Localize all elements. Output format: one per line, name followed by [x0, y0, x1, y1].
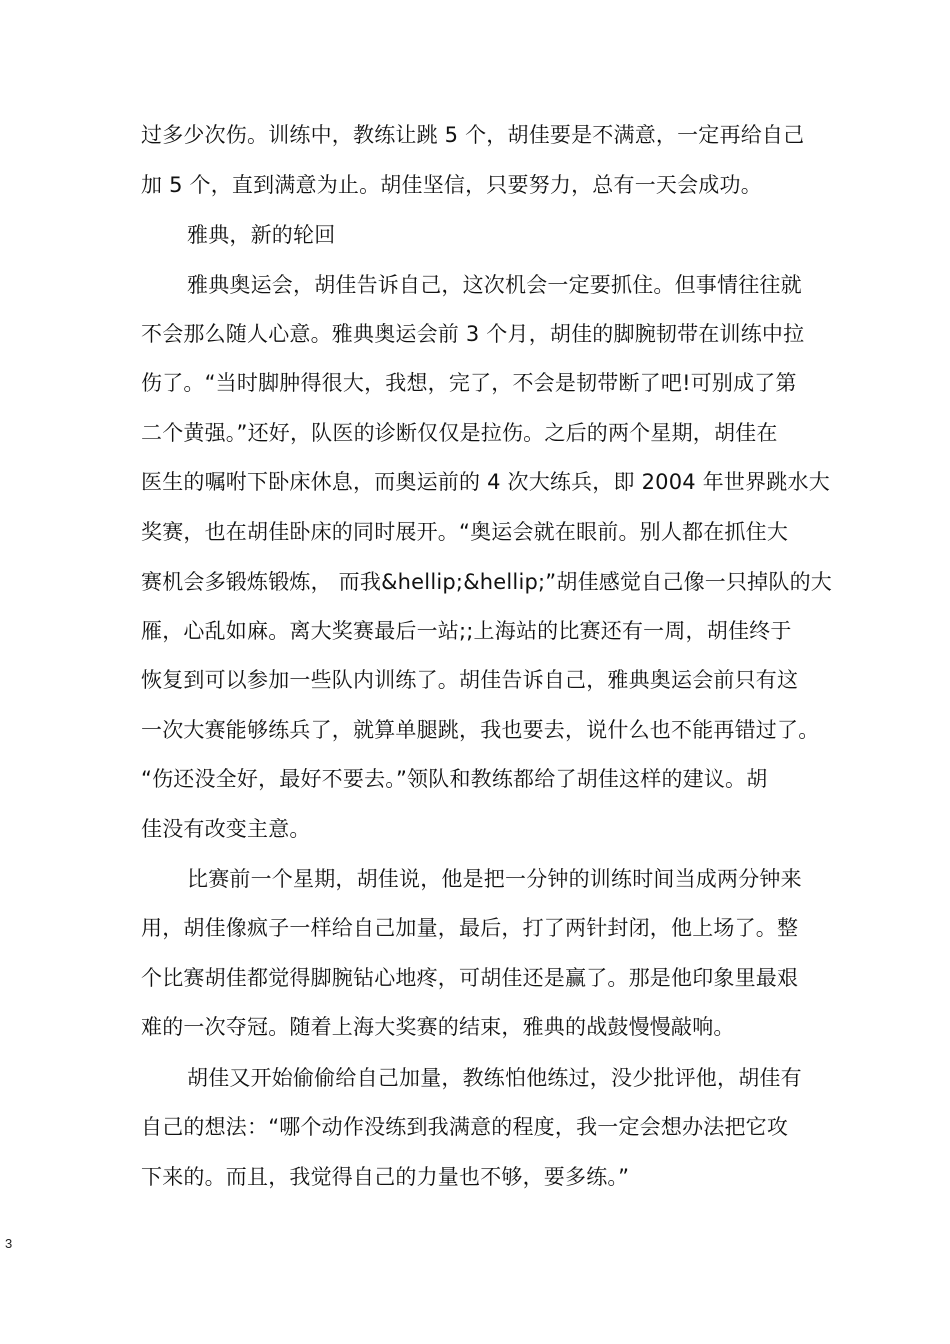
text-line: 奖赛，也在胡佳卧床的同时展开。“奥运会就在眼前。别人都在抓住大: [141, 520, 789, 544]
text-line: 比赛前一个星期，胡佳说，他是把一分钟的训练时间当成两分钟来: [187, 867, 802, 891]
text-line: 过多少次伤。训练中，教练让跳 5 个，胡佳要是不满意，一定再给自己: [141, 123, 805, 147]
text-line: 赛机会多锻炼锻炼， 而我&hellip;&hellip;”胡佳感觉自己像一只掉队的大: [141, 570, 832, 594]
text-line: 雁，心乱如麻。离大奖赛最后一站;;上海站的比赛还有一周，胡佳终于: [141, 619, 792, 643]
text-line: “伤还没全好，最好不要去。”领队和教练都给了胡佳这样的建议。胡: [141, 767, 768, 791]
text-line: 胡佳又开始偷偷给自己加量，教练怕他练过，没少批评他，胡佳有: [187, 1066, 802, 1090]
text-line: 个比赛胡佳都觉得脚腕钻心地疼，可胡佳还是赢了。那是他印象里最艰: [141, 966, 799, 990]
text-line: 下来的。而且，我觉得自己的力量也不够，要多练。”: [141, 1165, 630, 1189]
text-line: 难的一次夺冠。随着上海大奖赛的结束，雅典的战鼓慢慢敲响。: [141, 1015, 735, 1039]
text-line: 用，胡佳像疯子一样给自己加量，最后，打了两针封闭，他上场了。整: [141, 916, 799, 940]
section-heading: 雅典，新的轮回: [187, 223, 336, 247]
page-number: 3: [5, 1236, 13, 1251]
text-line: 加 5 个，直到满意为止。胡佳坚信，只要努力，总有一天会成功。: [141, 173, 762, 197]
text-line: 雅典奥运会，胡佳告诉自己，这次机会一定要抓住。但事情往往就: [187, 273, 802, 297]
text-line: 恢复到可以参加一些队内训练了。胡佳告诉自己，雅典奥运会前只有这: [141, 668, 799, 692]
text-line: 不会那么随人心意。雅典奥运会前 3 个月，胡佳的脚腕韧带在训练中拉: [141, 322, 805, 346]
text-line: 自己的想法：“哪个动作没练到我满意的程度，我一定会想办法把它攻: [141, 1115, 789, 1139]
text-line: 伤了。“当时脚肿得很大，我想，完了，不会是韧带断了吧!可别成了第: [141, 371, 797, 395]
text-line: 一次大赛能够练兵了，就算单腿跳，我也要去，说什么也不能再错过了。: [141, 718, 820, 742]
text-line: 二个黄强。”还好，队医的诊断仅仅是拉伤。之后的两个星期，胡佳在: [141, 421, 778, 445]
text-line: 医生的嘱咐下卧床休息，而奥运前的 4 次大练兵，即 2004 年世界跳水大: [141, 470, 830, 494]
text-line: 佳没有改变主意。: [141, 817, 311, 841]
